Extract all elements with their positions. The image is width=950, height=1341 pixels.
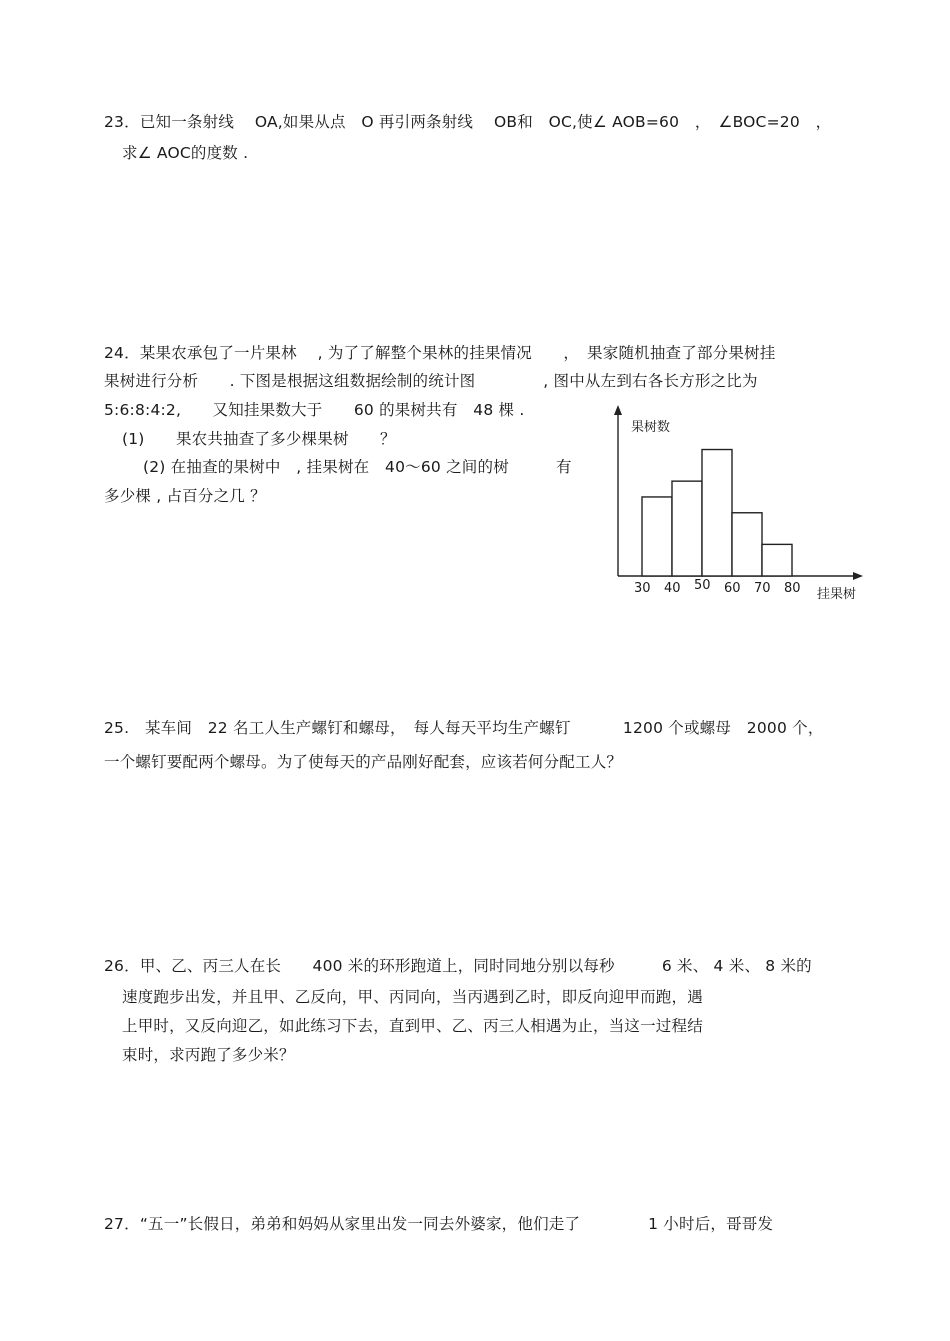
histogram-bar-4 [732,513,762,576]
x-axis-arrow [853,572,863,580]
q24-line3: 5:6:8:4:2, 又知挂果数大于 60 的果树共有 48 棵 . [104,401,525,419]
q24-line2: 果树进行分析 . 下图是根据这组数据绘制的统计图 , 图中从左到右各长方形之比为 [104,372,758,390]
q24-sub1: (1) 果农共抽查了多少棵果树 ？ [122,430,396,448]
x-tick-label: 40 [664,581,681,596]
histogram-bar-2 [672,481,702,576]
q24-sub2: (2) 在抽查的果树中 , 挂果树在 40～60 之间的树 有 [143,458,572,476]
histogram-chart [600,400,880,605]
q26-line4: 束时，求丙跑了多少米？ [122,1046,295,1064]
q27-line1: 27．“五一”长假日，弟弟和妈妈从家里出发一同去外婆家，他们走了 1 小时后，哥哥发 [104,1215,774,1233]
x-tick-label: 80 [784,581,801,596]
q26-line2: 速度跑步出发，并且甲、乙反向，甲、丙同向，当丙遇到乙时，即反向迎甲而跑，遇 [122,988,703,1006]
q24-sub2b: 多少棵 , 占百分之几 ？ [104,487,266,505]
q26-line1: 26．甲、乙、丙三人在长 400 米的环形跑道上，同时同地分别以每秒 6 米、 4 米、 8 米的 [104,957,812,975]
x-tick-label: 60 [724,581,741,596]
histogram-bar-5 [762,544,792,576]
x-tick-label: 70 [754,581,771,596]
histogram-bar-3 [702,450,732,576]
q23-line2: 求∠ AOC的度数 . [122,144,249,162]
x-tick-label: 30 [634,581,651,596]
x-axis-label: 挂果树 [817,587,857,602]
q24-line1: 24．某果农承包了一片果林 , 为了了解整个果林的挂果情况 ， 果家随机抽查了部分果树挂 [104,344,776,362]
q25-line1: 25. 某车间 22 名工人生产螺钉和螺母， 每人每天平均生产螺钉 1200 个或螺母 2000 个， [104,719,824,737]
y-axis-arrow [614,405,622,415]
q25-line2: 一个螺钉要配两个螺母。为了使每天的产品刚好配套，应该若何分配工人？ [104,753,623,771]
y-axis-label: 果树数 [631,420,671,435]
q23-line1: 23．已知一条射线 OA,如果从点 O 再引两条射线 OB和 OC,使∠ AOB=60 ， ∠BOC=20 ， [104,113,832,131]
x-tick-label: 50 [694,578,711,593]
q26-line3: 上甲时，又反向迎乙，如此练习下去，直到甲、乙、丙三人相遇为止，当这一过程结 [122,1017,703,1035]
histogram-bar-1 [642,497,672,576]
